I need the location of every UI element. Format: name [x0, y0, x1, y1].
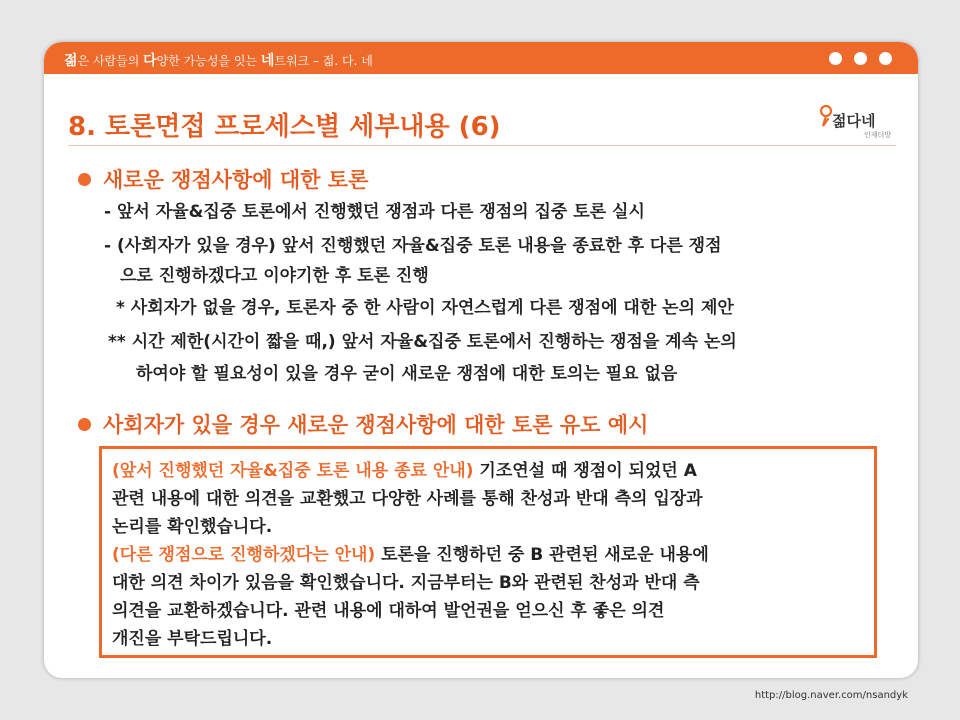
header-seg-5: 네: [260, 53, 275, 69]
example-text: 개진을 부탁드립니다.: [112, 629, 273, 649]
example-text: 대한 의견 차이가 있음을 확인했습니다. 지금부터는 B와 관련된 찬성과 반대 측: [112, 573, 700, 593]
header-seg-4: 양한 가능성을 잇는: [156, 54, 261, 68]
bullet-icon: [78, 418, 91, 431]
page-title: 8. 토론면접 프로세스별 세부내용 (6): [68, 112, 501, 142]
example-text: 논리를 확인했습니다.: [112, 517, 273, 537]
example-line: [112, 461, 697, 481]
body-line: 으로 진행하겠다고 이야기한 후 토론 진행: [120, 266, 429, 286]
bullet-icon: [78, 173, 91, 186]
example-highlight: (다른 쟁점으로 진행하겠다는 안내): [112, 545, 376, 565]
example-line: [112, 545, 709, 565]
section-heading-1: [78, 164, 368, 194]
example-line: [112, 489, 703, 509]
section-heading-text: 새로운 쟁점사항에 대한 토론: [103, 168, 369, 192]
example-box: [99, 446, 877, 658]
header-seg-1: 젊: [64, 53, 78, 69]
title-divider: [68, 145, 896, 146]
header-seg-6: 트워크 – 젊. 다. 네: [274, 54, 373, 68]
example-text: 의견을 교환하겠습니다. 관련 내용에 대하여 발언권을 얻으신 후 좋은 의견: [112, 601, 665, 621]
header-bar: [44, 42, 918, 74]
example-highlight: (앞서 진행했던 자율&집중 토론 내용 종료 안내): [112, 461, 474, 481]
example-line: [112, 517, 272, 537]
logo: [818, 102, 890, 144]
body-line: - 앞서 자율&집중 토론에서 진행했던 쟁점과 다른 쟁점의 집중 토론 실시: [104, 202, 645, 222]
note-line: * 사회자가 없을 경우, 토론자 중 한 사람이 자연스럽게 다른 쟁점에 대한 논의 제안: [116, 298, 734, 318]
dot-icon: [854, 52, 867, 65]
section-heading-text: 사회자가 있을 경우 새로운 쟁점사항에 대한 토론 유도 예시: [103, 413, 649, 437]
note-line: ** 시간 제한(시간이 짧을 때,) 앞서 자율&집중 토론에서 진행하는 쟁점을 계속 논의: [108, 332, 737, 352]
window-dots: [829, 52, 892, 65]
header-seg-3: 다: [143, 53, 157, 69]
footer-url: http://blog.naver.com/nsandyk: [754, 690, 908, 701]
logo-text: 젊다네: [832, 112, 876, 130]
header-tagline: [64, 50, 373, 70]
example-line: [112, 601, 664, 621]
example-line: [112, 573, 700, 593]
example-text: 기조연설 때 쟁점이 되었던 A: [473, 461, 697, 481]
section-heading-2: [78, 409, 648, 439]
example-text: 토론을 진행하던 중 B 관련된 새로운 내용에: [375, 545, 709, 565]
note-line: 하여야 할 필요성이 있을 경우 굳이 새로운 쟁점에 대한 토의는 필요 없음: [136, 364, 678, 384]
slide: [44, 42, 918, 678]
body-line: - (사회자가 있을 경우) 앞서 진행했던 자율&집중 토론 내용을 종료한 후 다른 쟁점: [104, 236, 722, 256]
logo-subtext: 인재더방: [864, 131, 892, 139]
example-text: 관련 내용에 대한 의견을 교환했고 다양한 사례를 통해 찬성과 반대 측의 입장과: [112, 489, 703, 509]
header-seg-2: 은 사람들의: [77, 54, 144, 68]
dot-icon: [879, 52, 892, 65]
example-line: [112, 629, 272, 649]
dot-icon: [829, 52, 842, 65]
